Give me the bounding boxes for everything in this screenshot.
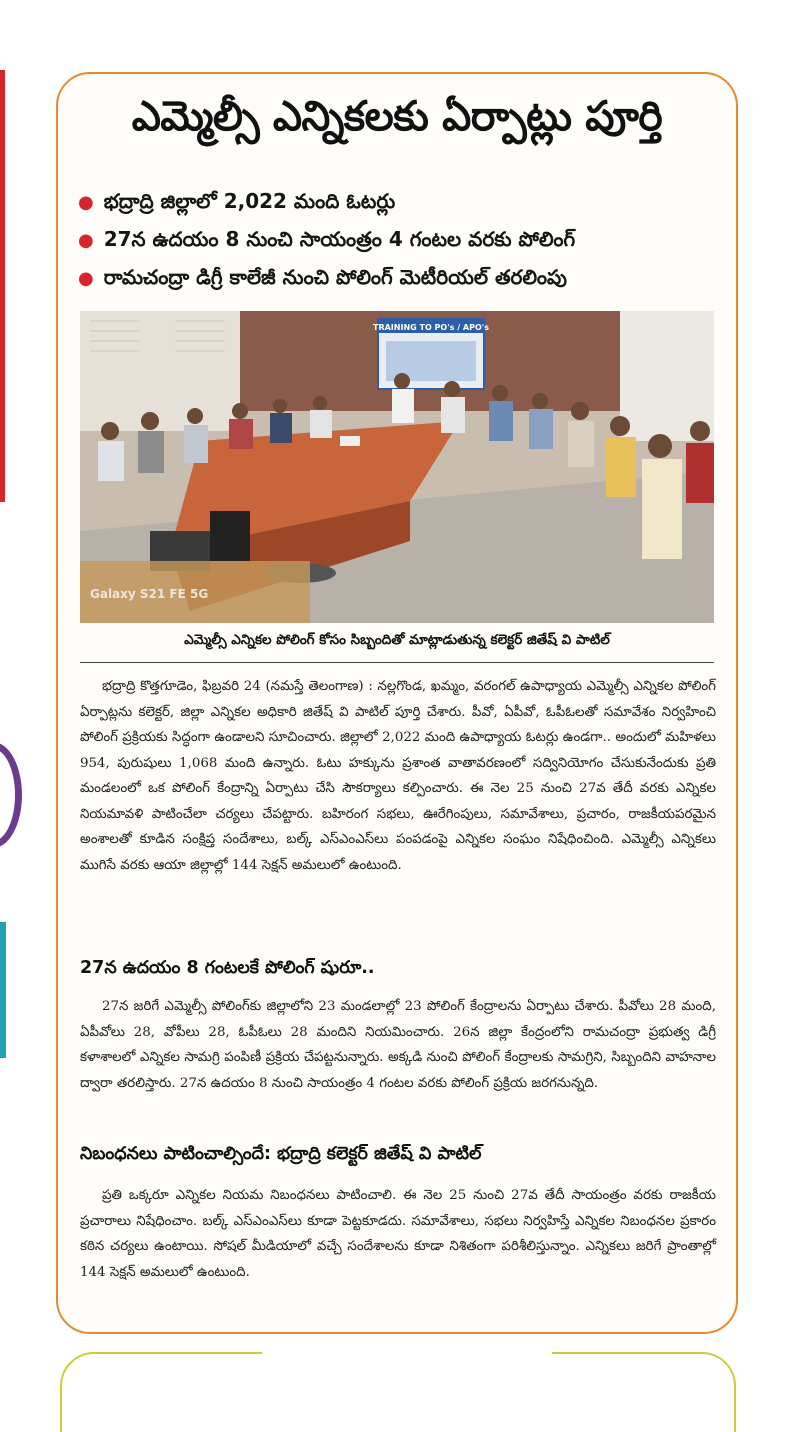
bullet-icon: ● [78,268,94,289]
article-paragraph-2: 27న జరిగే ఎమ్మెల్సీ పోలింగ్‌కు జిల్లాలోని 23 మండలాల్లో 23 పోలింగ్ కేంద్రాలను ఏర్పాటు చేశారు. పీవోలు 28 మంది, ఏపీవోలు 28, వోపీలు 28, ఓపీఓలు 28 మందిని నియమించారు. 26న జిల్లా కేంద్రంలోని రామచంద్రా ప్రభుత్వ డిగ్రీ కళాశాలలో ఎన్నికల సామగ్రి పంపిణీ ప్రక్రియ చేపట్టనున్నారు. అక్కడి నుంచి పోలింగ్ కేంద్రాలకు సామగ్రిని, సిబ్బందిని వాహనాల ద్వారా తరలిస్తారు. 27న ఉదయం 8 నుంచి సాయంత్రం 4 గంటల వరకు పోలింగ్ ప్రక్రియ జరగనున్నది. [80,999,716,1091]
highlight-text: భద్రాద్రి జిల్లాలో 2,022 మంది ఓటర్లు [103,189,396,213]
neighbor-article-edge [0,70,5,502]
banner-text: TRAINING TO PO's / APO's [373,323,489,332]
subheading-collector-quote: నిబంధనలు పాటించాల్సిందే: భద్రాద్రి కలెక్టర్ జితేష్ వి పాటిల్ [80,1144,482,1164]
photo-caption: ఎమ్మెల్సీ ఎన్నికల పోలింగ్ కోసం సిబ్బందితో మాట్లాడుతున్న కలెక్టర్ జితేష్ వి పాటిల్ [184,632,610,648]
highlight-list [78,182,575,296]
bullet-icon: ● [78,230,94,251]
subheading-polling-start: 27న ఉదయం 8 గంటలకే పోలింగ్ షురూ.. [80,958,375,978]
article-paragraph-3: ప్రతి ఒక్కరూ ఎన్నికల నియమ నిబంధనలు పాటించాలి. ఈ నెల 25 నుంచి 27వ తేదీ సాయంత్రం వరకు రాజకీయ ప్రచారాలు నిషేధించాం. బల్క్ ఎస్ఎంఎస్‌లు కూడా పెట్టకూడదు. సమావేశాలు, సభలు నిర్వహిస్తే ఎన్నికల నిబంధనల ప్రకారం కఠిన చర్యలు ఉంటాయి. సోషల్ మీడియాలో వచ్చే సందేశాలను కూడా నిశితంగా పరిశీలిస్తున్నాం. ఎన్నికలు జరిగే ప్రాంతాల్లో 144 సెక్షన్ అమలులో ఉంటుంది. [80,1188,716,1280]
highlight-item [78,182,575,220]
news-article [56,72,738,1334]
caption-divider [80,662,714,663]
highlight-text: 27న ఉదయం 8 నుంచి సాయంత్రం 4 గంటల వరకు పోలింగ్ [103,227,576,251]
highlight-item [78,220,575,258]
meeting-photo-illustration [80,311,714,623]
article-headline: ఎమ్మెల్సీ ఎన్నికలకు ఏర్పాట్లు పూర్తి [131,92,663,140]
neighbor-graphic-edge [0,742,22,848]
highlight-text: రామచంద్రా డిగ్రీ కాలేజీ నుంచి పోలింగ్ మెటీరియల్ తరలింపు [103,265,567,289]
next-article-frame-gap [262,1340,552,1370]
article-paragraph-1: భద్రాద్రి కొత్తగూడెం, ఫిబ్రవరి 24 (నమస్తే తెలంగాణ) : నల్లగొండ, ఖమ్మం, వరంగల్ ఉపాధ్యాయ ఎమ్మెల్సీ ఎన్నికల పోలింగ్ ఏర్పాట్లను కలెక్టర్, జిల్లా ఎన్నికల అధికారి జితేష్ వి పాటిల్ పూర్తి చేశారు. పీవో, ఏపీవో, ఓపీఓలతో సమావేశం నిర్వహించి పోలింగ్ ప్రక్రియకు సిద్ధంగా ఉండాలని సూచించారు. జిల్లాలో 2,022 మంది ఉపాధ్యాయ ఓటర్లు ఉండగా.. అందులో మహిళలు 954, పురుషులు 1,068 మంది ఉన్నారు. ఓటు హక్కును ప్రశాంత వాతావరణంలో సద్వినియోగం చేసుకునేందుకు ప్రతి మండలంలో ఒక పోలింగ్ కేంద్రాన్ని ఏర్పాటు చేసి సౌకర్యాలు కల్పించారు. ఈ నెల 25 నుంచి 27వ తేదీ వరకు ఎన్నికల నియమావళి పాటించేలా చర్యలు చేపట్టారు. బహిరంగ సభలు, ఊరేగింపులు, సమావేశాలు, ప్రచారం, రాజకీయపరమైన అంశాలతో కూడిన సంక్షిప్త సందేశాలు, బల్క్ ఎస్ఎంఎస్‌లు పంపడంపై ఎన్నికల సంఘం నిషేధించింది. ఎమ్మెల్సీ ఎన్నికలు ముగిసే వరకు ఆయా జిల్లాల్లో 144 సెక్షన్ అమలులో ఉంటుంది. [80,679,716,873]
highlight-item [78,258,575,296]
neighbor-article-edge-teal [0,922,6,1058]
article-photo [80,311,714,623]
bullet-icon: ● [78,192,94,213]
camera-watermark: Galaxy S21 FE 5G [90,587,209,601]
